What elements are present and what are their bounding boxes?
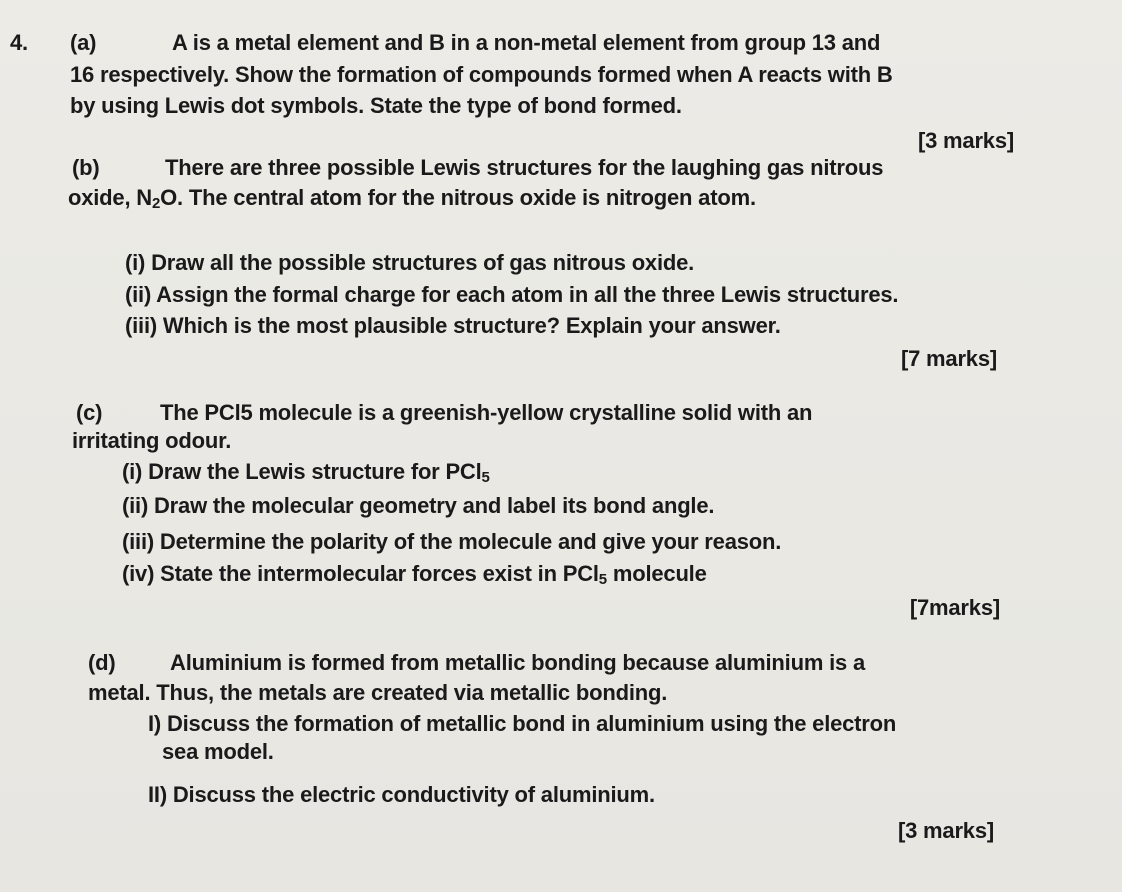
part-a-line-1: A is a metal element and B in a non-metal element from group 13 and <box>172 30 881 55</box>
part-c-line-2: irritating odour. <box>72 428 232 453</box>
part-c-item-3: (iii) Determine the polarity of the molecule and give your reason. <box>122 529 782 554</box>
part-b-label: (b) <box>72 155 100 180</box>
part-a-line-2: 16 respectively. Show the formation of compounds formed when A reacts with B <box>70 62 893 87</box>
part-b-item-3: (iii) Which is the most plausible structure? Explain your answer. <box>125 313 781 338</box>
part-c-item-2: (ii) Draw the molecular geometry and label its bond angle. <box>122 493 715 518</box>
part-a-line-3: by using Lewis dot symbols. State the type of bond formed. <box>70 93 682 118</box>
part-d-marks: [3 marks] <box>897 818 994 843</box>
part-b-line-1: There are three possible Lewis structures for the laughing gas nitrous <box>165 155 884 180</box>
part-d-item-1-line-1: I) Discuss the formation of metallic bond in aluminium using the electron <box>148 711 897 736</box>
part-a-label: (a) <box>70 30 97 55</box>
part-d-item-1-line-2: sea model. <box>162 739 274 764</box>
part-c-label: (c) <box>76 400 103 425</box>
part-b-marks: [7 marks] <box>900 346 997 371</box>
part-d-line-2: metal. Thus, the metals are created via metallic bonding. <box>88 680 668 705</box>
part-d-line-1: Aluminium is formed from metallic bonding because aluminium is a <box>170 650 865 675</box>
part-b-item-1: (i) Draw all the possible structures of gas nitrous oxide. <box>125 250 695 275</box>
question-number: 4. <box>10 30 28 55</box>
part-d-label: (d) <box>88 650 116 675</box>
part-d-item-2: II) Discuss the electric conductivity of aluminium. <box>148 782 655 807</box>
part-b-item-2: (ii) Assign the formal charge for each atom in all the three Lewis structures. <box>125 282 899 307</box>
part-c-item-1: (i) Draw the Lewis structure for PCl$_5$ <box>122 459 490 486</box>
part-c-marks: [7marks] <box>909 595 1000 620</box>
part-a-marks: [3 marks] <box>917 128 1014 153</box>
part-c-item-4: (iv) State the intermolecular forces exist in PCl$_5$ molecule <box>122 561 707 588</box>
part-b-line-2: oxide, $N_2O$. The central atom for the nitrous oxide is nitrogen atom. <box>68 185 756 212</box>
part-c-line-1: The PCl5 molecule is a greenish-yellow crystalline solid with an <box>160 400 813 425</box>
